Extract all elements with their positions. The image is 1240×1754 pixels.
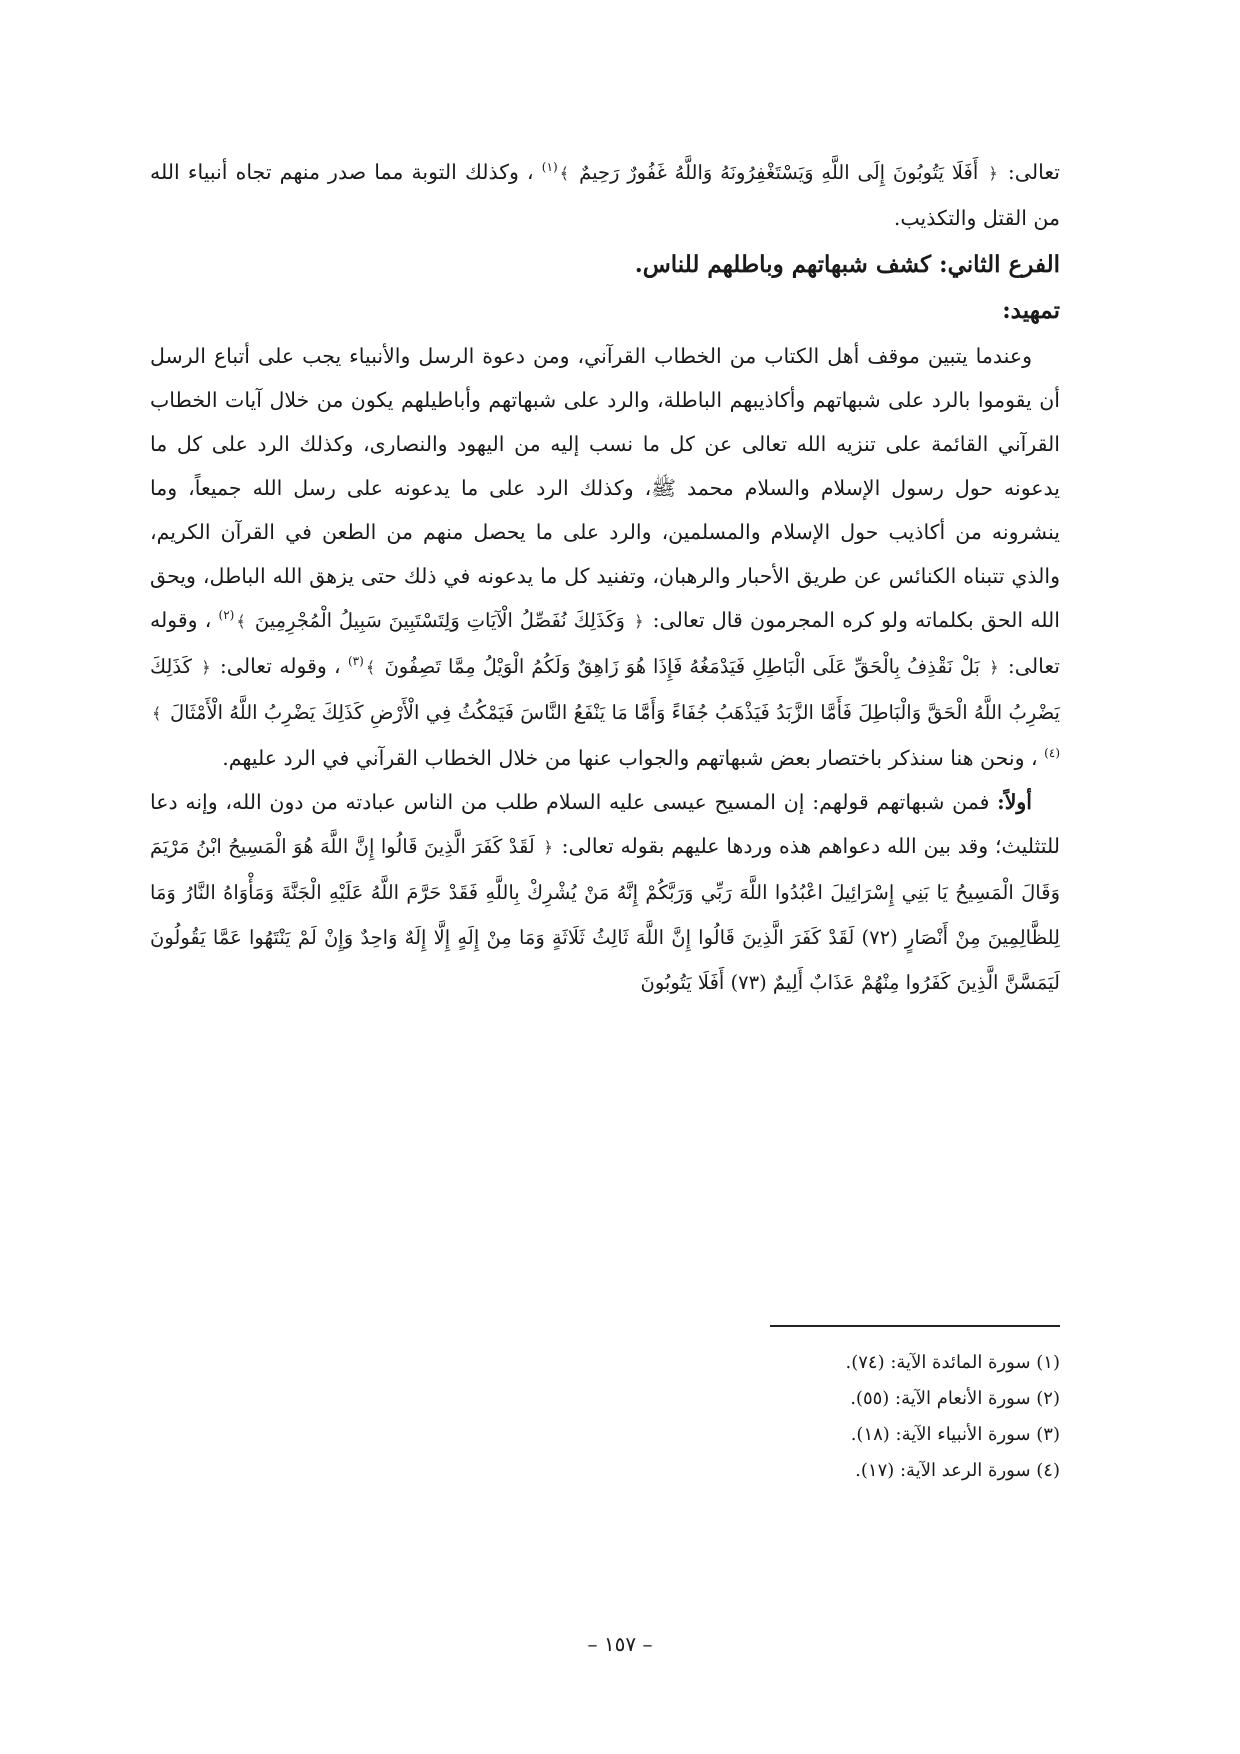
intro-paragraph bbox=[150, 150, 1060, 240]
footnote-ref[interactable]: (٢) bbox=[218, 608, 235, 623]
quran-close-bracket: ﴾ bbox=[559, 164, 569, 183]
footnote-ref[interactable]: (٤) bbox=[1044, 746, 1060, 761]
quran-verse: وَكَذَلِكَ نُفَصِّلُ الْآيَاتِ وَلِتَسْتَبِينَ سَبِيلُ الْمُجْرِمِينَ bbox=[254, 609, 625, 632]
paragraph-text: فمن شبهاتهم قولهم: إن المسيح عيسى عليه السلام طلب من الناس عبادته من دون الله، وإنه دعا للتثليث؛ وقد بين الله دعواهم هذه وردها عليهم بقوله تعالى: bbox=[150, 790, 1060, 858]
section-subheading: تمهيد: bbox=[1002, 297, 1060, 324]
quran-close-bracket: ﴾ bbox=[152, 704, 162, 723]
footnote-item: (١) سورة المائدة الآية: (٧٤). bbox=[845, 1352, 1060, 1373]
intro-text-end: ، وكذلك التوبة مما صدر منهم تجاه أنبياء الله من القتل والتكذيب. bbox=[150, 160, 1060, 230]
quran-verse: كَذَلِكَ يَضْرِبُ اللَّهُ الْحَقَّ وَالْبَاطِلَ فَأَمَّا الزَّبَدُ فَيَذْهَبُ جُفَاءً وَأَمَّا مَا يَنْفَعُ النَّاسَ فَيَمْكُثُ فِي الْأَرْضِ كَذَلِكَ يَضْرِبُ اللَّهُ الْأَمْثَالَ bbox=[150, 655, 1060, 724]
paragraph-text: ، ونحن هنا سنذكر باختصار بعض شبهاتهم والجواب عنها من خلال الخطاب القرآني في الرد عليهم. bbox=[222, 746, 1038, 770]
main-paragraph bbox=[150, 334, 1060, 780]
footnotes bbox=[460, 1345, 1060, 1489]
quran-open-bracket: ﴿ bbox=[543, 838, 553, 857]
quran-close-bracket: ﴾ bbox=[365, 658, 376, 677]
quran-open-bracket: ﴿ bbox=[989, 658, 999, 677]
quran-open-bracket: ﴿ bbox=[201, 658, 211, 677]
point-label: أولاً: bbox=[997, 790, 1032, 814]
footnote-ref[interactable]: (٣) bbox=[347, 654, 364, 669]
quran-close-bracket: ﴾ bbox=[236, 612, 246, 631]
footnotes-divider bbox=[770, 1325, 1060, 1327]
quran-verse: لَقَدْ كَفَرَ الَّذِينَ قَالُوا إِنَّ اللَّهَ هُوَ الْمَسِيحُ ابْنُ مَرْيَمَ وَقَالَ الْمَسِيحُ يَا بَنِي إِسْرَائِيلَ اعْبُدُوا اللَّهَ رَبِّي وَرَبَّكُمْ إِنَّهُ مَنْ يُشْرِكْ بِاللَّهِ فَقَدْ حَرَّمَ اللَّهُ عَلَيْهِ الْجَنَّةَ وَمَأْوَاهُ النَّارُ وَمَا لِلظَّالِمِينَ مِنْ أَنْصَارٍ (٧٢) لَقَدْ كَفَرَ الَّذِينَ قَالُوا إِنَّ اللَّهَ ثَالِثُ ثَلَاثَةٍ وَمَا مِنْ إِلَهٍ إِلَّا إِلَهٌ وَاحِدٌ وَإِنْ لَمْ يَنْتَهُوا عَمَّا يَقُولُونَ لَيَمَسَّنَّ الَّذِينَ كَفَرُوا مِنْهُمْ عَذَابٌ أَلِيمٌ (٧٣) أَفَلَا يَتُوبُونَ bbox=[150, 835, 1061, 994]
page-body bbox=[150, 150, 1060, 1005]
paragraph-text: ، وقوله تعالى: bbox=[150, 608, 1060, 678]
paragraph-text: وعندما يتبين موقف أهل الكتاب من الخطاب القرآني، ومن دعوة الرسل والأنبياء يجب على أتباع الرسل أن يقوموا بالرد على شبهاتهم وأكاذيبهم الباطلة، والرد على شبهاتهم وأباطيلهم يكون من خلال آيات الخطاب القرآني القائمة على تنزيه الله تعالى عن كل ما نسب إليه من اليهود والنصارى، وكذلك الرد على كل ما يدعونه حول رسول الإسلام والسلام محمد ﷺ، وكذلك الرد على ما يدعونه على رسل الله جميعاً، وما ينشرونه من أكاذيب حول الإسلام والمسلمين، والرد على ما يحصل منهم من الطعن في القرآن الكريم، والذي تتبناه الكنائس عن طريق الأحبار والرهبان، وتفنيد كل ما يدعونه في ذلك حتى يزهق الله الباطل، ويحق الله الحق بكلماته ولو كره المجرمون قال تعالى: bbox=[150, 344, 1060, 632]
quran-open-bracket: ﴿ bbox=[988, 164, 998, 183]
section-heading: الفرع الثاني: كشف شبهاتهم وباطلهم للناس. bbox=[634, 251, 1060, 278]
quran-verse: بَلْ نَقْذِفُ بِالْحَقِّ عَلَى الْبَاطِلِ فَيَدْمَغُهُ فَإِذَا هُوَ زَاهِقٌ وَلَكُمُ الْوَيْلُ مِمَّا تَصِفُونَ bbox=[384, 655, 980, 678]
quran-verse: أَفَلَا يَتُوبُونَ إِلَى اللَّهِ وَيَسْتَغْفِرُونَهُ وَاللَّهُ غَفُورٌ رَحِيمٌ bbox=[579, 161, 979, 184]
footnote-item: (٢) سورة الأنعام الآية: (٥٥). bbox=[850, 1388, 1060, 1409]
page-number: – ١٥٧ – bbox=[587, 1632, 653, 1656]
footnote-item: (٣) سورة الأنبياء الآية: (١٨). bbox=[850, 1424, 1060, 1445]
footnote-item: (٤) سورة الرعد الآية: (١٧). bbox=[855, 1460, 1060, 1481]
footnote-ref[interactable]: (١) bbox=[541, 160, 558, 175]
intro-text-start: تعالى: bbox=[999, 160, 1060, 184]
quran-open-bracket: ﴿ bbox=[634, 612, 644, 631]
paragraph-text: ، وقوله تعالى: bbox=[212, 654, 341, 678]
first-point-paragraph bbox=[150, 780, 1060, 1005]
